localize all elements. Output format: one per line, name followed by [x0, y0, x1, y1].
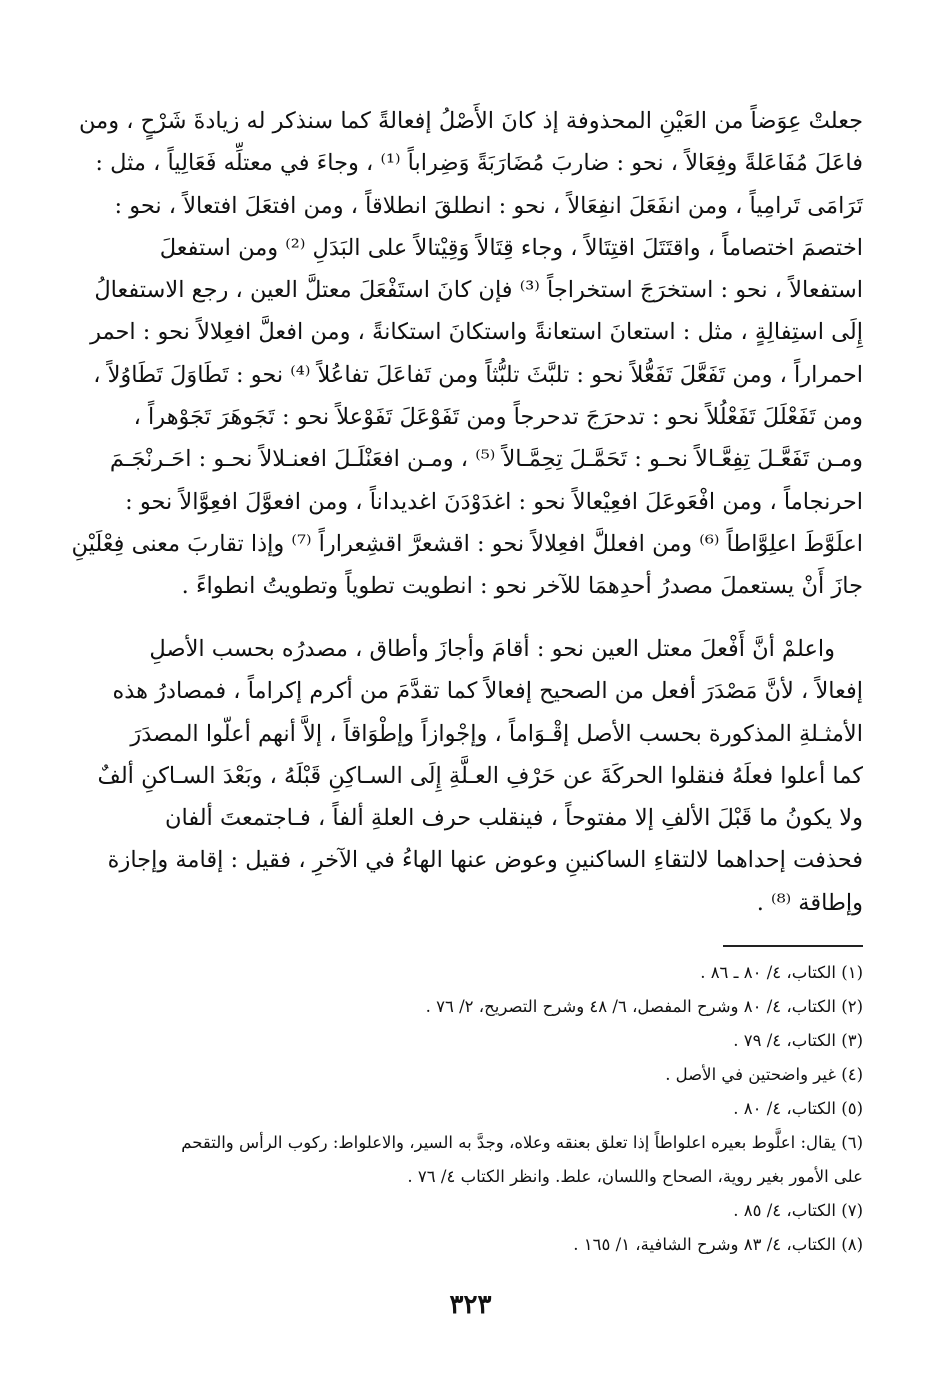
text-line: الأمثـلةِ المذكورة بحسب الأصل إقْـوَاماً ، وإجْوازاً وإطْوَاقاً ، إلاَّ أنهم أعلّوا المصدَرَ: [130, 720, 863, 747]
text-line: احمراراً ، ومن تَفَعَّلَ تَفَعُّلاً نحو : تلبَّثَ تلبُّثاً ومن تَفاعَلَ تفاعُلاً ⁽⁴⁾ نحو : تَطَاوَلَ تَطَاوُلاً ،: [93, 361, 863, 388]
text-line: استفعالاً ، نحو : استخرَجَ استخراجاً ⁽³⁾ فإن كانَ استَفْعَلَ معتلَّ العين ، رجع الاستفعالُ: [94, 277, 863, 304]
text-line: ومن تَفَعْلَلَ تَفَعْلُلاً نحو : تدحرَجَ تدحرجاً ومن تَفَوْعَلَ تَفَوْعلاً نحو : تَجَوهَرَ تَجَوْهراً ،: [133, 404, 863, 431]
text-line: فاعَلَ مُفَاعَلةً وفِعَالاً ، نحو : ضاربَ مُضَارَبَةً وَضِراباً ⁽¹⁾ ، وجاءَ في معتلِّه فَعَالِياً ، مثل :: [95, 150, 863, 177]
footnotes-list: [63, 956, 863, 1262]
footnote-continuation: على الأمور بغير روية، الصحاح واللسان، علط. وانظر الكتاب ٤/ ٧٦ .: [407, 1167, 863, 1186]
footnote: (٤) غير واضحتين في الأصل .: [665, 1065, 863, 1084]
text-line: جعلتْ عِوَضاً من العَيْنِ المحذوفة إذ كانَ الأَصْلُ إفعالةً كما سنذكر له زيادةَ شَرْحٍ ، ومن: [79, 108, 863, 134]
text-line: اعلَوَّطَ اعلِوَّاطاً ⁽⁶⁾ ومن افعللَّ افعِلالاً نحو : اقشعرَّ اقشِعراراً ⁽⁷⁾ وإذا تقاربَ معنى فِعْلَيْنِ: [71, 530, 863, 557]
text-line: ومـن تَفَعَّـلَ تِفِعَّـالاً نحـو : تَحَمَّـلَ تِحِمَّـالاً ⁽⁵⁾ ، ومـن افعَنْلَـلَ افعنـلالاً نحـو : احَـرنْجَـمَ: [109, 446, 863, 473]
text-line: جازَ أَنْ يستعملَ مصدرُ أحدِهمَا للآخر نحو : انطويت تطوياً وتطويتُ انطواءً .: [181, 573, 863, 600]
footnote: (٣) الكتاب، ٤/ ٧٩ .: [733, 1031, 863, 1050]
text-line: كما أعلوا فعلَهُ فنقلوا الحركَةَ عن حَرْفِ العـلَّةِ إِلَى السـاكِنِ قَبْلَهُ ، وبَعْدَ السـاكنِ ألفٌ: [97, 762, 863, 789]
text-line: إِلَى استِفالِةٍ ، مثل : استعانَ استعانةً واستكانَ استكانةً ، ومن افعلَّ افعِلالاً نحو : احمر: [90, 319, 863, 346]
footnote: (٨) الكتاب، ٤/ ٨٣ وشرح الشافية، ١/ ١٦٥ .: [573, 1235, 863, 1254]
text-line: إفعالاً ، لأنَّ مَصْدَرَ أفعل من الصحيح إفعالاً كما تقدَّمَ من أكرم إكراماً ، فمصادرُ هذه: [112, 678, 863, 705]
paragraph-2: [78, 628, 863, 924]
text-line: احرنجاماً ، ومن افْعَوعَلَ افعِيْعالاً نحو : اغدَوْدَنَ اغديداناً ، ومن افعوَّلَ افعِوَّالاً نحو :: [125, 488, 863, 515]
text-line: اختصمَ اختصاماً ، واقتَتَلَ اقتِتَالاً ، وجاء قِتَالاً وَقِيْتالاً على البَدَلِ ⁽²⁾ ومن استفعلَ: [159, 234, 863, 261]
paragraph-1: [71, 100, 863, 608]
footnote: (١) الكتاب، ٤/ ٨٠ ـ ٨٦ .: [700, 963, 863, 982]
footnote-divider: [723, 945, 863, 947]
text-line: وإطاقة ⁽⁸⁾ .: [756, 889, 863, 916]
page-number: ٣٢٣: [449, 1290, 492, 1320]
text-line: تَرَامَى تَرامِياً ، ومن انفَعَلَ انفِعَالاً ، نحو : انطلقَ انطلاقاً ، ومن افتعَلَ افتعالاً ، نحو :: [114, 192, 863, 219]
footnote: (٦) يقال: اعلَّوط بعيره اعلواطاً إذا تعلق بعنقه وعلاه، وجدَّ به السير، والاعلواط: ركوب الرأس والتقحم: [181, 1133, 863, 1152]
footnote: (٧) الكتاب، ٤/ ٨٥ .: [733, 1201, 863, 1220]
footnote: (٢) الكتاب، ٤/ ٨٠ وشرح المفصل، ٦/ ٤٨ وشرح التصريح، ٢/ ٧٦ .: [425, 997, 863, 1016]
text-line: ولا يكونُ ما قَبْلَ الألفِ إلا مفتوحاً ، فينقلب حرف العلةِ ألفاً ، فـاجتمعتَ ألفان: [164, 805, 863, 832]
text-line: واعلمْ أنَّ أَفْعلَ معتل العين نحو : أقامَ وأجازَ وأطاق ، مصدرُه بحسب الأصلِ: [149, 636, 835, 662]
footnote: (٥) الكتاب، ٤/ ٨٠ .: [733, 1099, 863, 1118]
text-line: فحذفت إحداهما لالتقاءِ الساكنينِ وعوض عنها الهاءُ في الآخرِ ، فقيل : إقامة وإجازة: [107, 847, 863, 874]
